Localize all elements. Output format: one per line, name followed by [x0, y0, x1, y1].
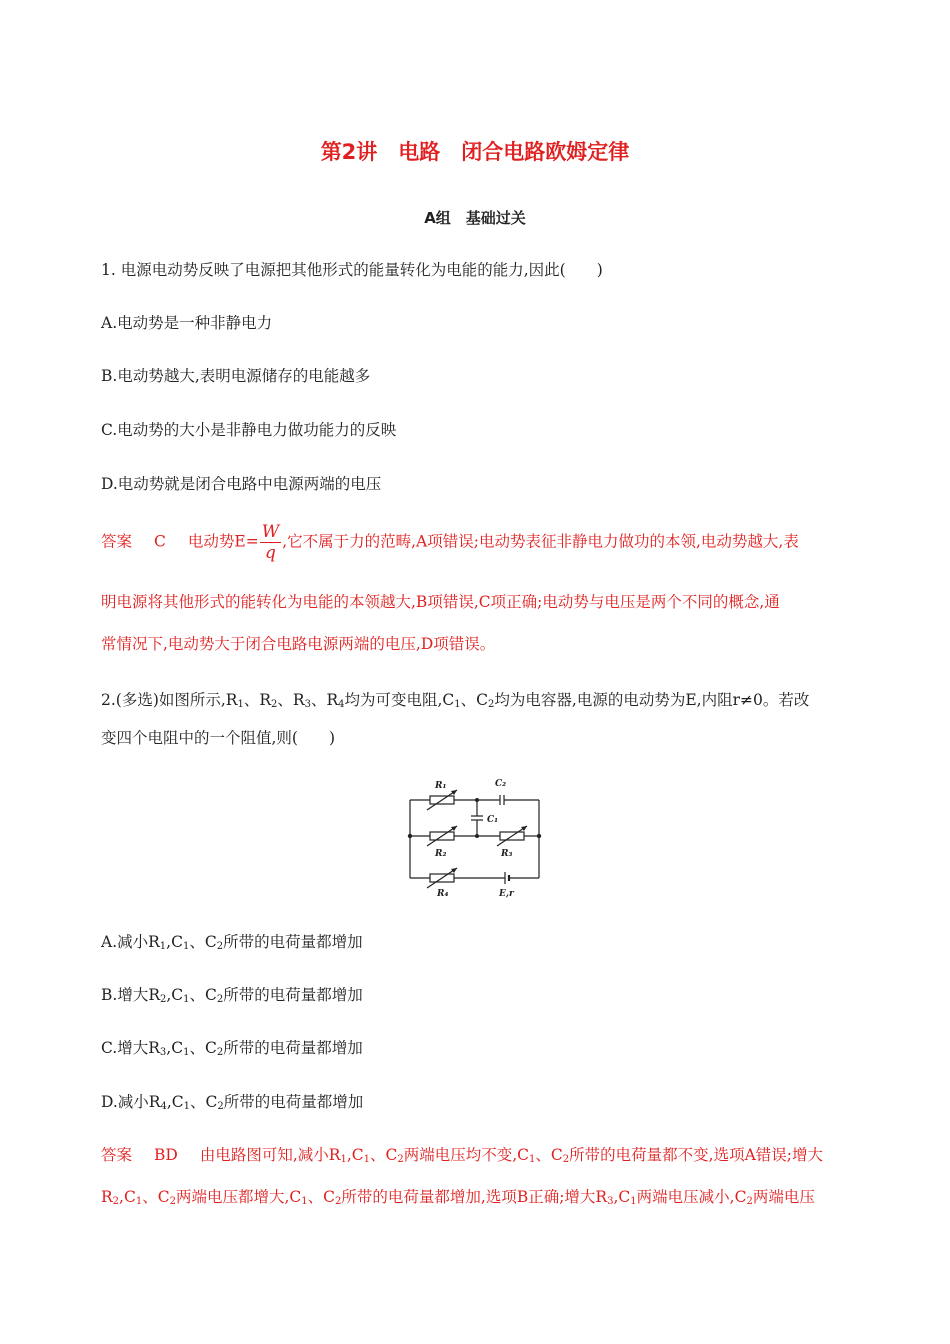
subscript: 1: [183, 1047, 190, 1058]
option-text: ,C: [166, 1039, 184, 1057]
answer-text: 、C: [142, 1188, 170, 1206]
answer-choice: BD: [154, 1146, 178, 1164]
question-2-stem-line-2: 变四个电阻中的一个阻值,则( ): [101, 729, 336, 747]
page-title: 第2讲 电路 闭合电路欧姆定律: [320, 140, 630, 164]
answer-text: R: [101, 1188, 113, 1206]
answer-text: 两端电压均不变,C: [403, 1146, 530, 1164]
question-2-option-c: [101, 1036, 861, 1058]
subscript: 2: [397, 1154, 404, 1165]
question-1-answer-line-3: 常情况下,电动势大于闭合电路电源两端的电压,D项错误。: [101, 635, 496, 653]
option-text: 、C: [190, 1093, 218, 1111]
option-text: 所带的电荷量都增加: [223, 933, 363, 951]
subscript: 2: [335, 1196, 342, 1207]
question-2-answer-line-1: [101, 1143, 861, 1165]
question-2-answer-line-2: [101, 1185, 861, 1207]
fraction-denominator: q: [265, 543, 276, 563]
subscript: 2: [488, 699, 495, 710]
answer-text: 、C: [307, 1188, 336, 1206]
option-text: A.减小R: [101, 933, 160, 951]
label-r2: R₂: [435, 849, 447, 859]
answer-text: 所带的电荷量都不变,选项A错误;增大: [569, 1146, 824, 1164]
answer-text: ,C: [119, 1188, 136, 1206]
subscript: 1: [340, 1154, 347, 1165]
answer-text: ,C: [613, 1188, 631, 1206]
answer-text: 两端电压减小,C: [636, 1188, 747, 1206]
subscript: 2: [271, 699, 278, 710]
subscript: 2: [746, 1196, 753, 1207]
answer-text: ,C: [346, 1146, 364, 1164]
subscript: 2: [217, 1101, 224, 1112]
subscript: 2: [216, 994, 224, 1005]
question-1-answer-line-1: [101, 522, 861, 563]
stem-text: 、C: [460, 691, 489, 709]
subscript: 2: [562, 1154, 570, 1165]
subscript: 4: [338, 699, 345, 710]
subscript: 1: [159, 941, 167, 952]
stem-text: 、R: [277, 691, 305, 709]
subscript: 2: [160, 994, 167, 1005]
subscript: 1: [301, 1196, 308, 1207]
emf-fraction: [260, 522, 281, 563]
option-text: D.减小R: [101, 1093, 161, 1111]
subscript: 3: [607, 1196, 614, 1207]
subscript: 2: [216, 1047, 224, 1058]
question-2-stem-line-1: [101, 688, 861, 710]
subscript: 1: [454, 699, 461, 710]
subscript: 2: [169, 1196, 176, 1207]
subscript: 1: [529, 1154, 536, 1165]
answer-label: 答案: [101, 1146, 133, 1164]
question-2-option-b: [101, 983, 861, 1005]
subscript: 3: [304, 699, 311, 710]
answer-text: 两端电压: [752, 1188, 815, 1206]
circuit-diagram: [405, 770, 545, 898]
option-text: 、C: [189, 986, 217, 1004]
subscript: 1: [183, 1101, 191, 1112]
answer-text: 、C: [535, 1146, 563, 1164]
answer-choice: C: [154, 532, 166, 551]
subscript: 2: [216, 941, 224, 952]
answer-label: 答案: [101, 532, 133, 551]
subscript: 2: [112, 1196, 120, 1207]
answer-text: 由电路图可知,减小R: [199, 1146, 341, 1164]
subscript: 1: [182, 941, 190, 952]
question-1-option-d: D.电动势就是闭合电路中电源两端的电压: [101, 475, 382, 493]
stem-text: 均为可变电阻,C: [344, 691, 455, 709]
fraction-numerator: W: [261, 522, 280, 542]
subscript: 1: [630, 1196, 637, 1207]
subscript: 1: [363, 1154, 370, 1165]
label-r3: R₃: [501, 849, 513, 859]
stem-text: 2.(多选)如图所示,R: [101, 691, 238, 709]
question-1-option-a: A.电动势是一种非静电力: [101, 314, 273, 332]
option-text: ,C: [166, 986, 184, 1004]
stem-text: 、R: [243, 691, 272, 709]
subscript: 1: [135, 1196, 143, 1207]
answer-text: ,它不属于力的范畴,A项错误;电动势表征非静电力做功的本领,电动势越大,表: [282, 532, 799, 551]
option-text: 所带的电荷量都增加: [223, 986, 363, 1004]
subscript: 3: [159, 1047, 167, 1058]
question-1-answer-line-2: 明电源将其他形式的能转化为电能的本领越大,B项错误,C项正确;电动势与电压是两个不同的概念,通: [101, 593, 780, 611]
stem-text: 均为电容器,电源的电动势为E,内阻r≠0。若改: [494, 691, 810, 709]
answer-text: 、C: [370, 1146, 398, 1164]
option-text: B.增大R: [101, 986, 160, 1004]
option-text: 、C: [189, 1039, 217, 1057]
answer-text: 所带的电荷量都增加,选项B正确;增大R: [341, 1188, 608, 1206]
stem-text: 、R: [310, 691, 339, 709]
question-1-stem: 1. 电源电动势反映了电源把其他形式的能量转化为电能的能力,因此( ): [101, 261, 603, 279]
option-text: ,C: [166, 933, 183, 951]
answer-text: 两端电压都增大,C: [175, 1188, 302, 1206]
question-1-option-c: C.电动势的大小是非静电力做功能力的反映: [101, 421, 397, 439]
subscript: 1: [183, 994, 190, 1005]
option-text: C.增大R: [101, 1039, 160, 1057]
label-source: E,r: [499, 889, 514, 898]
question-2-option-a: [101, 930, 861, 952]
label-c2: C₂: [495, 779, 507, 789]
subscript: 4: [160, 1101, 167, 1112]
group-title: A组 基础过关: [424, 209, 526, 227]
option-text: 、C: [189, 933, 217, 951]
label-c1: C₁: [487, 815, 499, 825]
label-r1: R₁: [435, 781, 447, 791]
option-text: 所带的电荷量都增加: [223, 1039, 363, 1057]
subscript: 1: [237, 699, 244, 710]
question-1-option-b: B.电动势越大,表明电源储存的电能越多: [101, 367, 371, 385]
answer-text: 电动势E=: [187, 532, 259, 551]
option-text: ,C: [166, 1093, 184, 1111]
option-text: 所带的电荷量都增加: [223, 1093, 364, 1111]
label-r4: R₄: [437, 889, 449, 898]
question-2-option-d: [101, 1090, 861, 1112]
